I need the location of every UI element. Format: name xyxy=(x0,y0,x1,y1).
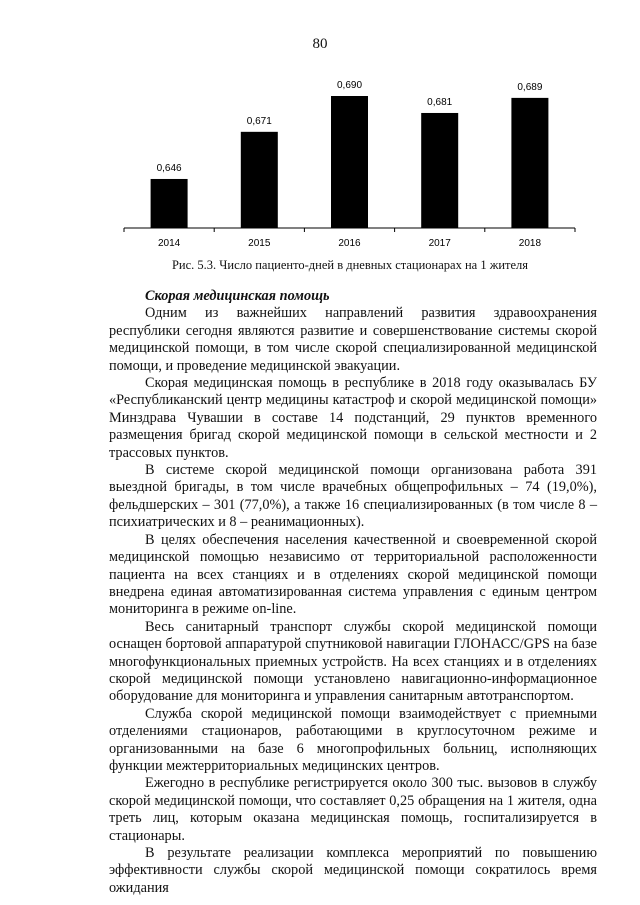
paragraph-7: Ежегодно в республике регистрируется около 300 тыс. вызовов в службу скорой медицинской помощи, что составляет 0,25 обращения на 1 жителя, одна треть лиц, которым оказана медицинская помощь, госпитализируется в стационары. xyxy=(109,775,597,844)
bar-chart xyxy=(0,0,640,260)
data-label-2016: 0,690 xyxy=(336,80,363,91)
section-heading: Скорая медицинская помощь xyxy=(145,288,330,304)
paragraph-8: В результате реализации комплекса мероприятий по повышению эффективности службы скорой медицинской помощи сократилось время ожидания xyxy=(109,845,597,896)
data-label-2014: 0,646 xyxy=(156,162,182,174)
x-tick-label-2017: 2017 xyxy=(428,238,451,249)
paragraph-6: Служба скорой медицинской помощи взаимодействует с приемными отделениями стационаров, работающими в круглосуточном режиме и организованными на базе 6 многопрофильных больниц, исполняющих функции межтерриториальных медицинских центров. xyxy=(109,705,597,774)
body-text xyxy=(109,288,597,897)
page-number: 80 xyxy=(312,36,328,52)
data-label-2018: 0,689 xyxy=(517,81,543,93)
data-label-2015: 0,671 xyxy=(246,115,272,127)
bar-2014 xyxy=(151,179,188,228)
bar-2018 xyxy=(511,98,548,228)
bar-2017 xyxy=(421,113,458,228)
x-tick-label-2018: 2018 xyxy=(518,238,542,249)
x-tick-label-2016: 2016 xyxy=(338,238,361,249)
data-label-2017: 0,681 xyxy=(427,96,453,108)
paragraph-2: Скорая медицинская помощь в республике в 2018 году оказывалась БУ «Республиканский центр медицины катастроф и скорой медицинской помощи» Минздрава Чувашии в составе 14 подстанций, 29 пунктов временного размещения бригад скорой медицинской помощи в сельской местности и 2 трассовых пунктов. xyxy=(109,375,597,461)
x-tick-label-2014: 2014 xyxy=(157,238,181,249)
bar-2015 xyxy=(241,132,278,228)
bar-2016 xyxy=(331,96,368,228)
x-tick-label-2015: 2015 xyxy=(248,238,271,249)
paragraph-5: Весь санитарный транспорт службы скорой медицинской помощи оснащен бортовой аппаратурой спутниковой навигации ГЛОНАСС/GPS на базе многофункциональных приемных устройств. На всех станциях и в отделениях скорой медицинской помощи установлено навигационно-информационное оборудование для мониторинга и управления санитарным автотранспортом. xyxy=(109,618,597,705)
paragraph-3: В системе скорой медицинской помощи организована работа 391 выездной бригады, в том числе врачебных общепрофильных – 74 (19,0%), фельдшерских – 301 (77,0%), а также 16 специализированных (в том числе 8 – психиатрических и 8 – реанимационных). xyxy=(109,462,597,531)
paragraph-4: В целях обеспечения населения качественной и своевременной скорой медицинской помощью независимо от территориальной расположенности пациента на всех станциях и в отделениях скорой медицинской помощи внедрена единая автоматизированная система управления с единым центром мониторинга в режиме on-line. xyxy=(109,531,597,618)
paragraph-1: Одним из важнейших направлений развития здравоохранения республики сегодня являются развитие и совершенствование системы скорой медицинской помощи, в том числе скорой специализированной медицинской помощи, и проведение медицинской эвакуации. xyxy=(109,305,597,374)
figure-caption: Рис. 5.3. Число пациенто-дней в дневных стационарах на 1 жителя xyxy=(171,258,529,272)
